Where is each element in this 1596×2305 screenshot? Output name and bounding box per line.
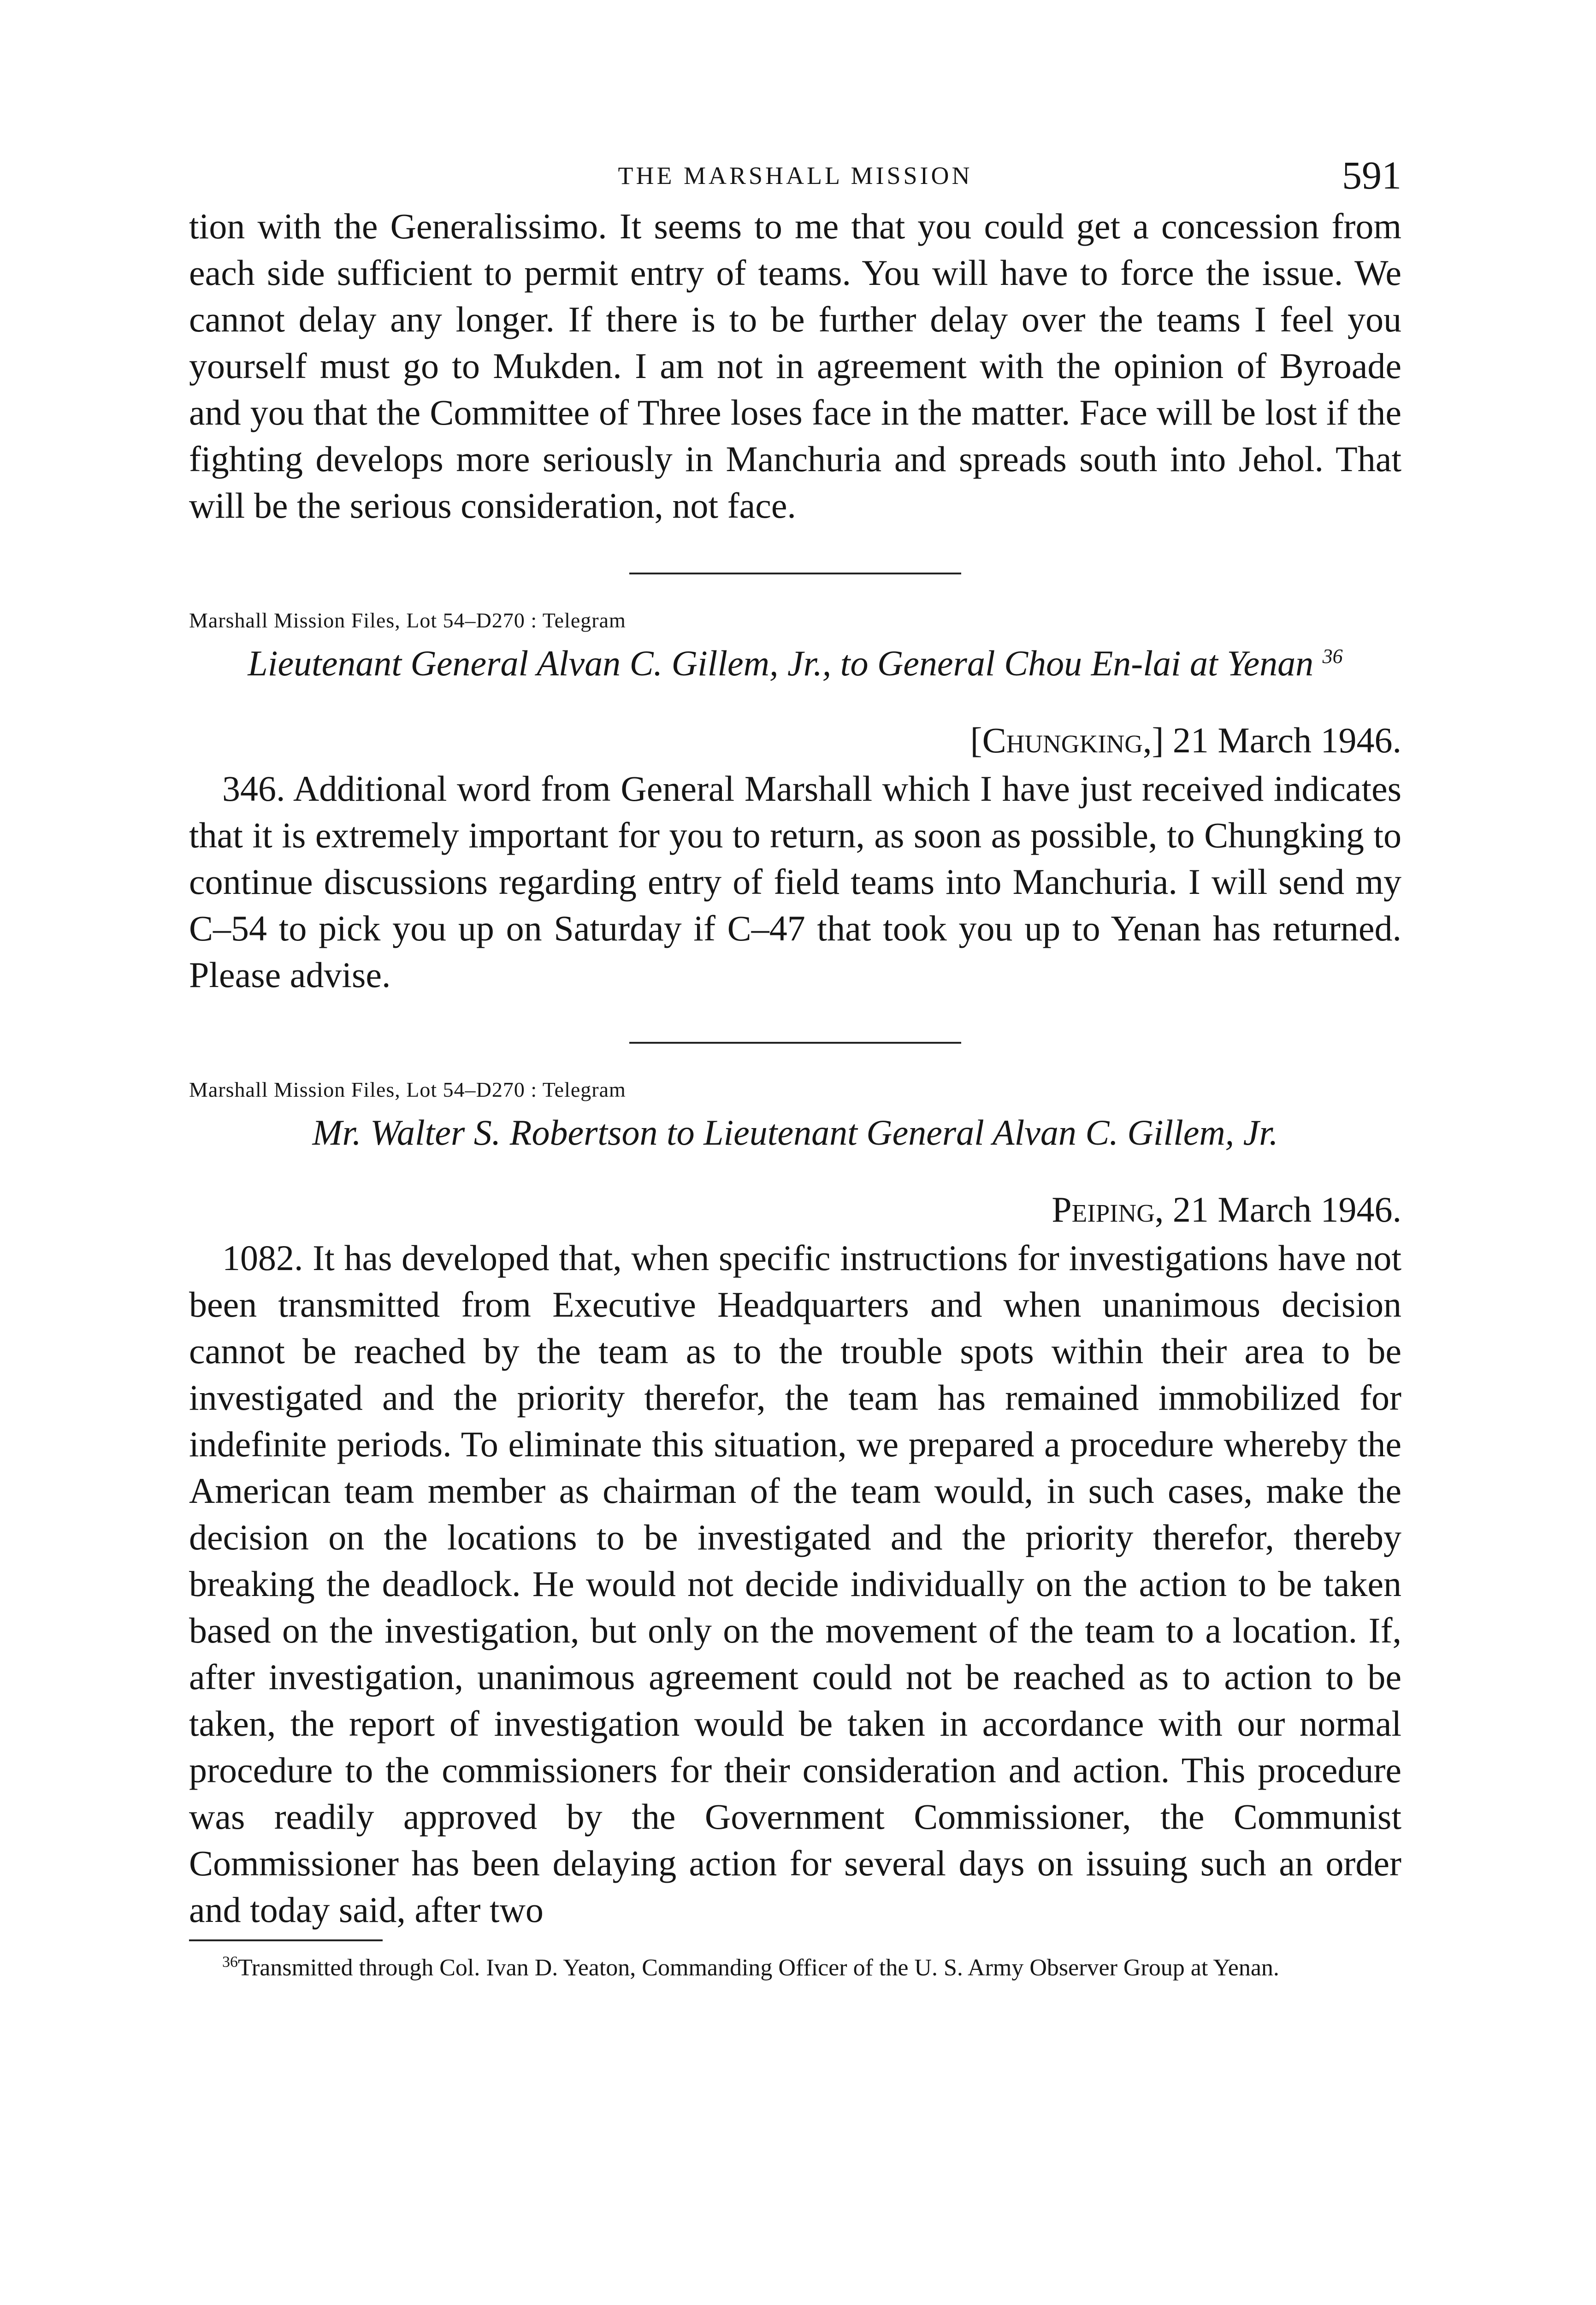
dateline-date: 21 March 1946. <box>1172 1189 1401 1229</box>
footnote-reference: 36 <box>1322 645 1343 668</box>
section-divider <box>629 1042 961 1044</box>
section-divider <box>629 573 961 574</box>
document-title-text: Lieutenant General Alvan C. Gillem, Jr., to General Chou En-lai at Yenan <box>248 643 1314 683</box>
dateline <box>189 1188 1401 1232</box>
page-number: 591 <box>1342 153 1401 197</box>
footnote-text: Transmitted through Col. Ivan D. Yeaton, Commanding Officer of the U. S. Army Observer Group at Yenan. <box>238 1955 1279 1981</box>
dateline <box>189 718 1401 762</box>
intro-paragraph: tion with the Generalissimo. It seems to me that you could get a concession from each side sufficient to permit entry of teams. You will have to force the issue. We cannot delay any longer. If there is to be further delay over the teams I feel you yourself must go to Mukden. I am not in agreement with the opinion of Byroade and you that the Committee of Three loses face in the matter. Face will be lost if the fighting develops more seriously in Manchuria and spreads south into Jehol. That will be the serious consideration, not face. <box>189 206 1401 526</box>
running-title: THE MARSHALL MISSION <box>618 162 973 189</box>
document-page <box>189 152 1401 1983</box>
document-title: Mr. Walter S. Robertson to Lieutenant General Alvan C. Gillem, Jr. <box>312 1112 1278 1152</box>
telegram-body: 346. Additional word from General Marshall which I have just received indicates that it is extremely important for you to return, as soon as possible, to Chungking to continue discussions regarding entry of field teams into Manchuria. I will send my C–54 to pick you up on Saturday if C–47 that took you up to Yenan has returned. Please advise. <box>189 768 1401 995</box>
footnote-number: 36 <box>222 1953 238 1971</box>
source-citation: Marshall Mission Files, Lot 54–D270 : Telegram <box>189 609 626 632</box>
telegram-section-2 <box>189 1076 1401 1933</box>
dateline-place: Peiping, <box>1052 1189 1164 1229</box>
footnotes <box>189 1939 1401 1983</box>
footnote <box>189 1953 1401 1983</box>
footnote-rule <box>189 1939 383 1941</box>
dateline-place: [Chungking,] <box>970 720 1164 760</box>
page-header <box>189 152 1401 203</box>
telegram-body: 1082. It has developed that, when specific instructions for investigations have not been transmitted from Executive Headquarters and when unanimous decision cannot be reached by the team as to the trouble spots within their area to be investigated and the priority therefor, the team has remained immobilized for indefinite periods. To eliminate this situation, we prepared a procedure whereby the American team member as chairman of the team would, in such cases, make the decision on the locations to be investigated and the priority therefor, thereby breaking the deadlock. He would not decide individually on the action to be taken based on the investigation, but only on the movement of the team to a location. If, after investigation, unanimous agreement could not be reached as to action to be taken, the report of investigation would be taken in accordance with our normal procedure to the commissioners for their consideration and action. This procedure was readily approved by the Government Commissioner, the Communist Commissioner has been delaying action for several days on issuing such an order and today said, after two <box>189 1238 1401 1930</box>
telegram-section-1 <box>189 607 1401 998</box>
document-title <box>189 641 1401 686</box>
source-citation: Marshall Mission Files, Lot 54–D270 : Telegram <box>189 1078 626 1101</box>
dateline-date: 21 March 1946. <box>1172 720 1401 760</box>
